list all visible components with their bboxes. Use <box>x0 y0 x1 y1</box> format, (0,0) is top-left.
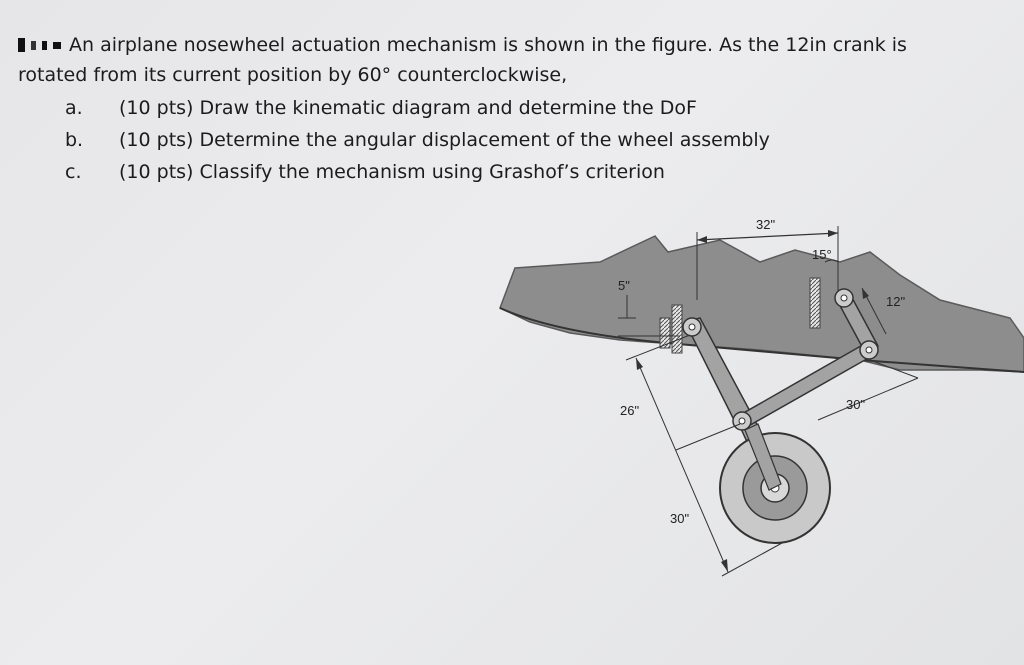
dim-32-label: 32" <box>756 217 776 232</box>
dim-30-strut-label: 30" <box>670 511 690 526</box>
part-b-text: (10 pts) Determine the angular displacement of the wheel assembly <box>119 129 770 151</box>
dim-32-line <box>697 233 838 240</box>
part-c-label: c. <box>65 161 82 183</box>
left-support-hatch <box>672 305 682 353</box>
dim-30-link-line <box>818 378 918 420</box>
intro-text-1: An airplane nosewheel actuation mechanism is shown in the figure. As the 12in crank is <box>69 34 907 56</box>
right-support-hatch <box>810 278 820 328</box>
intro-line-2: rotated from its current position by 60° counterclockwise, <box>18 64 568 86</box>
part-a-label: a. <box>65 97 83 119</box>
dim-30-link-label: 30" <box>846 397 866 412</box>
dim-26-label: 26" <box>620 403 640 418</box>
dim-12-label: 12" <box>886 294 906 309</box>
dim-strut-line <box>636 358 728 572</box>
dim-32-arrow-right <box>828 230 838 237</box>
dim-32-arrow-left <box>697 236 707 243</box>
dim-5-label: 5" <box>618 278 630 293</box>
part-c-text: (10 pts) Classify the mechanism using Grashof’s criterion <box>119 161 665 183</box>
part-a-text: (10 pts) Draw the kinematic diagram and determine the DoF <box>119 97 697 119</box>
dim-15-label: 15° <box>812 247 832 262</box>
part-b-label: b. <box>65 129 84 151</box>
